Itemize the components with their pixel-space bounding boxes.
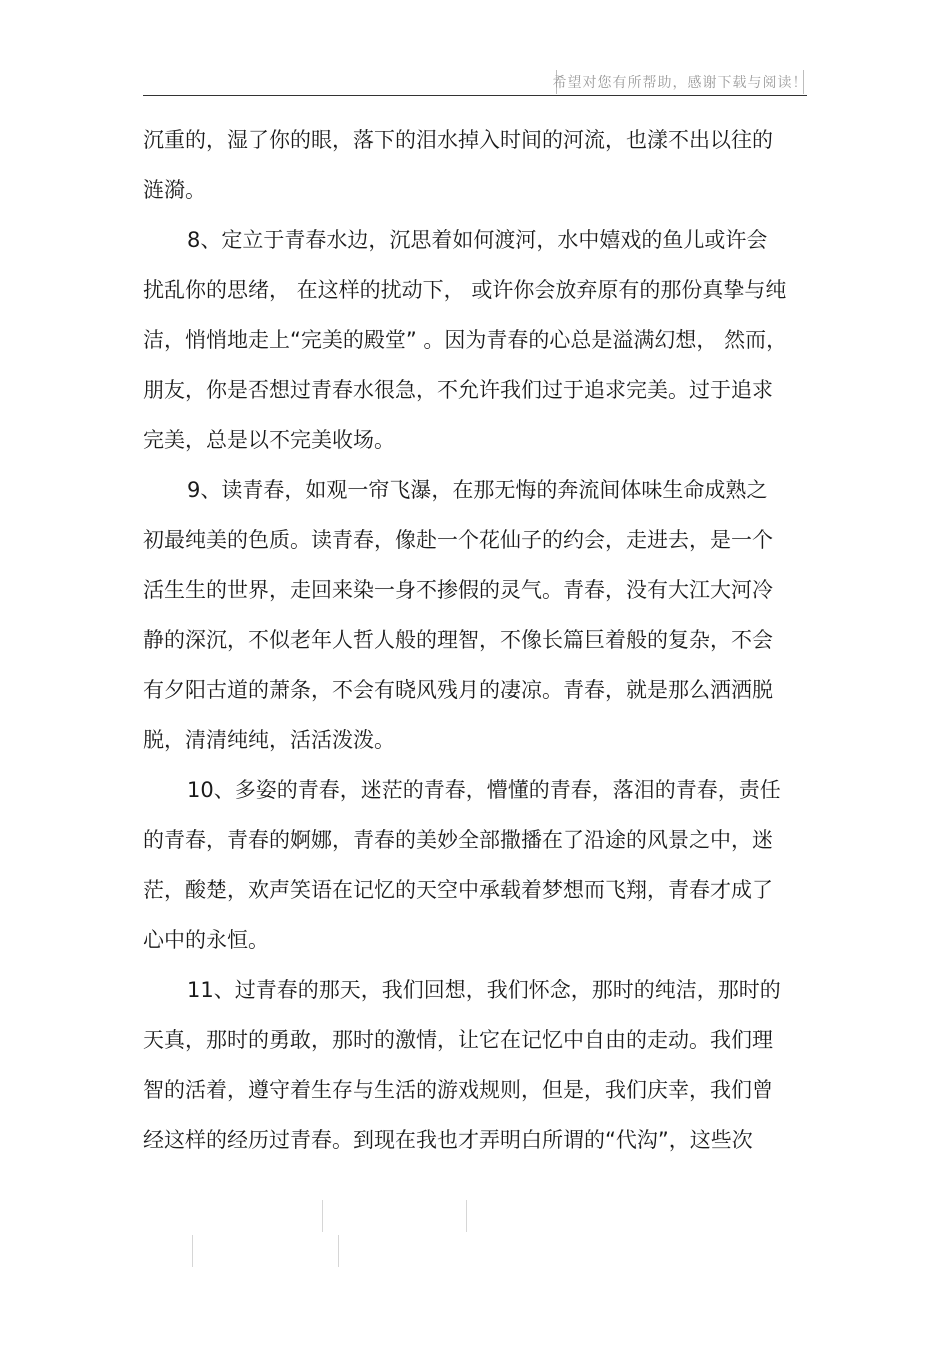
- text-line: 智的活着，遵守着生存与生活的游戏规则，但是，我们庆幸，我们曾: [143, 1078, 773, 1102]
- text-line: 初最纯美的色质。读青春，像赴一个花仙子的约会，走进去，是一个: [143, 528, 773, 552]
- header-note-box: [552, 70, 808, 94]
- paragraph-start-line: 10、多姿的青春，迷茫的青春，懵懂的青春，落泪的青春，责任: [187, 778, 781, 802]
- text-line: 心中的永恒。: [143, 928, 269, 952]
- text-line: 有夕阳古道的萧条，不会有晓风残月的凄凉。青春，就是那么洒洒脱: [143, 678, 773, 702]
- text-line: 茫，酸楚，欢声笑语在记忆的天空中承载着梦想而飞翔，青春才成了: [143, 878, 773, 902]
- text-line: 洁，悄悄地走上“完美的殿堂” 。因为青春的心总是溢满幻想， 然而，: [143, 328, 788, 352]
- paragraph-start-line: 8、定立于青春水边，沉思着如何渡河，水中嬉戏的鱼儿或许会: [187, 228, 768, 252]
- scan-artifact-line: [338, 1235, 339, 1267]
- text-line: 天真，那时的勇敢，那时的激情，让它在记忆中自由的走动。我们理: [143, 1028, 773, 1052]
- text-line: 静的深沉，不似老年人哲人般的理智，不像长篇巨着般的复杂，不会: [143, 628, 773, 652]
- scan-artifact-line: [466, 1200, 467, 1232]
- text-line: 完美，总是以不完美收场。: [143, 428, 395, 452]
- scan-artifact-line: [192, 1235, 193, 1267]
- header-note: 希望对您有所帮助，感谢下载与阅读！: [552, 75, 808, 91]
- text-line: 经这样的经历过青春。到现在我也才弄明白所谓的“代沟”，这些次: [143, 1128, 753, 1152]
- body-text: [143, 115, 793, 1165]
- scan-artifact-line: [322, 1200, 323, 1232]
- text-line: 的青春，青春的婀娜，青春的美妙全部撒播在了沿途的风景之中，迷: [143, 828, 773, 852]
- paragraph-start-line: 11、过青春的那天，我们回想，我们怀念，那时的纯洁，那时的: [187, 978, 781, 1002]
- text-line: 沉重的，湿了你的眼，落下的泪水掉入时间的河流，也漾不出以往的: [143, 128, 773, 152]
- header-divider: [143, 95, 807, 96]
- text-line: 活生生的世界，走回来染一身不掺假的灵气。青春，没有大江大河冷: [143, 578, 773, 602]
- text-line: 脱，清清纯纯，活活泼泼。: [143, 728, 395, 752]
- text-line: 扰乱你的思绪， 在这样的扰动下， 或许你会放弃原有的那份真挚与纯: [143, 278, 787, 302]
- paragraph-start-line: 9、读青春，如观一帘飞瀑，在那无悔的奔流间体味生命成熟之: [187, 478, 768, 502]
- text-line: 朋友，你是否想过青春水很急，不允许我们过于追求完美。过于追求: [143, 378, 773, 402]
- text-line: 涟漪。: [143, 178, 206, 202]
